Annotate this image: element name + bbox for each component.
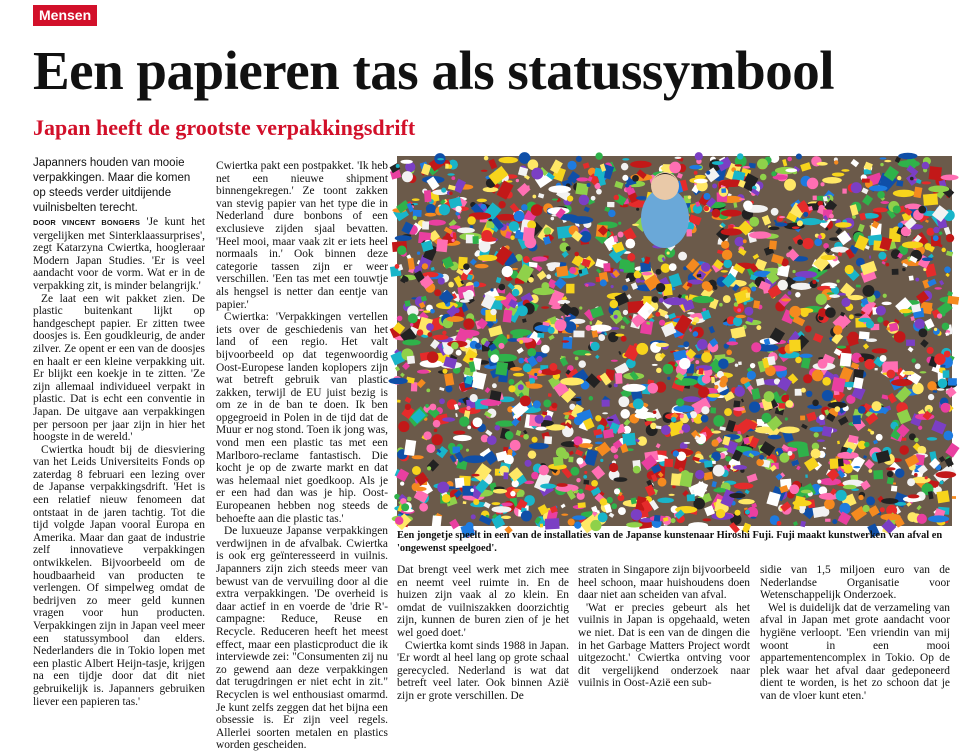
paragraph: Ze laat een wit pakket zien. De plastic buitenkant lijkt op handgeschept papier. Er zitten twee doosjes is. Een goudkleurig, de ander zilver. Ze opent er een van de doosjes en haalt er een kleine verpakking uit. Er blijkt een koekje in te zitten. 'Ze zijn allemaal individueel verpakt in plastic. Dat is echt een conventie in Japan. De uitgave aan verpakkingen per persoon per jaar zijn in hier het hoogste in de wereld.' [33, 292, 205, 444]
headline: Een papieren tas als statussymbool [33, 40, 834, 101]
paragraph: Wel is duidelijk dat de verzameling van afval in Japan met grote aandacht voor hygiëne verloopt. 'Een vriendin van mij woont in een mooi appartementencomplex in Tokio. Op de plek waar het afval daar gedeponeerd dient te worden, is het zo schoon dat je van de vloer kunt eten.' [760, 601, 950, 702]
byline: DOOR VINCENT BONGERS [33, 218, 141, 227]
paragraph: sidie van 1,5 miljoen euro van de Nederlandse Organisatie voor Wetenschappelijk Onderzoek. [760, 564, 950, 602]
article-column-4 [578, 564, 750, 704]
photo-caption: Een jongetje speelt in een van de installaties van de Japanse kunstenaar Hiroshi Fuji. Fuji maakt kunstwerken van afval en 'ongewenst speelgoed'. [397, 530, 943, 554]
paragraph: Dat brengt veel werk met zich mee en neemt veel ruimte in. En de huizen zijn vaak al zo klein. En omdat de vuilniszakken doorzichtig zijn, kunnen de buren zien of je het wel goed doet.' [397, 564, 569, 639]
paragraph: Cwiertka komt sinds 1988 in Japan. 'Er wordt al heel lang op grote schaal gerecycled. Nederland is wat dat betreft veel later. Ook binnen Azië zijn er grote verschillen. De [397, 639, 569, 702]
paragraph: Cwiertka houdt bij de diesviering van het Leids Universiteits Fonds op zaterdag 8 februari een lezing over de Japanse verpakkingsdrift. 'Het is een relatief nieuw fenomeen dat ontstaat in de jaren tachtig. Tot die tijd volgde Japan vooral Europa en Amerika. Maar dan gaat de industrie zelf innovatieve verpakkingen ontwikkelen. Bijvoorbeeld om de houdbaarheid van producten te verlengen. Of simpelweg omdat de bedrijven zo meer geld kunnen vragen voor hun producten. Verpakkingen zijn in Japan veel meer een statussymbool dan elders. Nederlanders die in Tokio lopen met een plastic Albert Heijn-tasje, krijgen na een tijdje door dat dit niet gebruikelijk is. Japanners gebruiken liever een papieren tas.' [33, 443, 205, 708]
paragraph: De luxueuze Japanse verpakkingen verdwijnen in de afvalbak. Cwiertka is ook erg geïnteresseerd in vuilnis. Japanners zijn zich steeds meer van bewust van de vervuiling door al die extra verpakkingen. 'De overheid is daar actief in en voerde de 'drie R'-campagne: Reduce, Reuse en Recycle. Reduceren heeft het meest effect, maar een plasticproduct die ik interviewde zei: "Consumenten zij nu zo gewend aan deze verpakkingen dat terugdringen er niet echt in zit." Recyclen is wel enthousiast omarmd. Je kunt zelfs zeggen dat het bijna een obsessie is. Er zijn veel regels. Allerlei soorten metalen en plastics worden gescheiden. [216, 525, 388, 752]
paragraph: 'Je kunt het vergelijken met Sinterklaassurprises', zegt Katarzyna Cwiertka, hoogleraar Modern Japan Studies. 'Er is veel aandacht voor de vorm. Wat er in de verpakking zit, is minder belangrijk.' [33, 216, 206, 292]
article-column-3 [397, 564, 569, 704]
article-column-2 [216, 160, 388, 752]
paragraph: Cwiertka: 'Verpakkingen vertellen iets over de geschiedenis van het land of een regio. Het valt bijvoorbeeld op dat tegenwoordig Oost-Europese landen koplopers zijn wat betreft gebruik van plastic zakken, terwijl de EU juist bezig is om ze in de ban te doen. Ik ben opgegroeid in Polen in de tijd dat de Muur er nog stond. Toen ik jong was, vond men een plastic tas met een Marlboro-reclame fantastisch. Die kocht je op de zwarte markt en dat was helemaal niet goedkoop. Als je er een had dan was je hip. Oost-Europeanen hebben nog steeds de behoefte aan die plastic tas.' [216, 311, 388, 525]
article-photo [397, 156, 952, 526]
intro-text: Japanners houden van mooie verpakkingen. Maar die komen op steeds verder uitdijende vuilnisbelten terecht. [33, 157, 191, 214]
article-column-1 [33, 156, 206, 708]
section-label: Mensen [33, 5, 97, 26]
photo-toy-pile [397, 156, 952, 526]
article-column-5 [760, 564, 950, 704]
subheadline: Japan heeft de grootste verpakkingsdrift [33, 115, 416, 140]
paragraph: Cwiertka pakt een postpakket. 'Ik heb net een nieuwe shipment binnengekregen.' Ze toont zakken van stevig papier van het type die in Nederland dure bonbons of een exclusieve zijden sjaal bevatten. 'Heel mooi, maar vaak zit er iets heel normaals in.' Ook binnen deze categorie tassen zijn er weer verschillen. 'Een tas met een touwtje als hengsel is netter dan eentje van papier.' [216, 160, 388, 311]
paragraph: straten in Singapore zijn bijvoorbeeld heel schoon, maar huishoudens doen daar niet aan scheiden van afval. [578, 564, 750, 602]
paragraph: 'Wat er precies gebeurt als het vuilnis in Japan is opgehaald, weten we niet. Dat is een van de dingen die in het Garbage Matters Project wordt uitgezocht.' Cwiertka ontving voor dit vergelijkend onderzoek naar vuilnis in Oost-Azië een sub- [578, 601, 750, 690]
